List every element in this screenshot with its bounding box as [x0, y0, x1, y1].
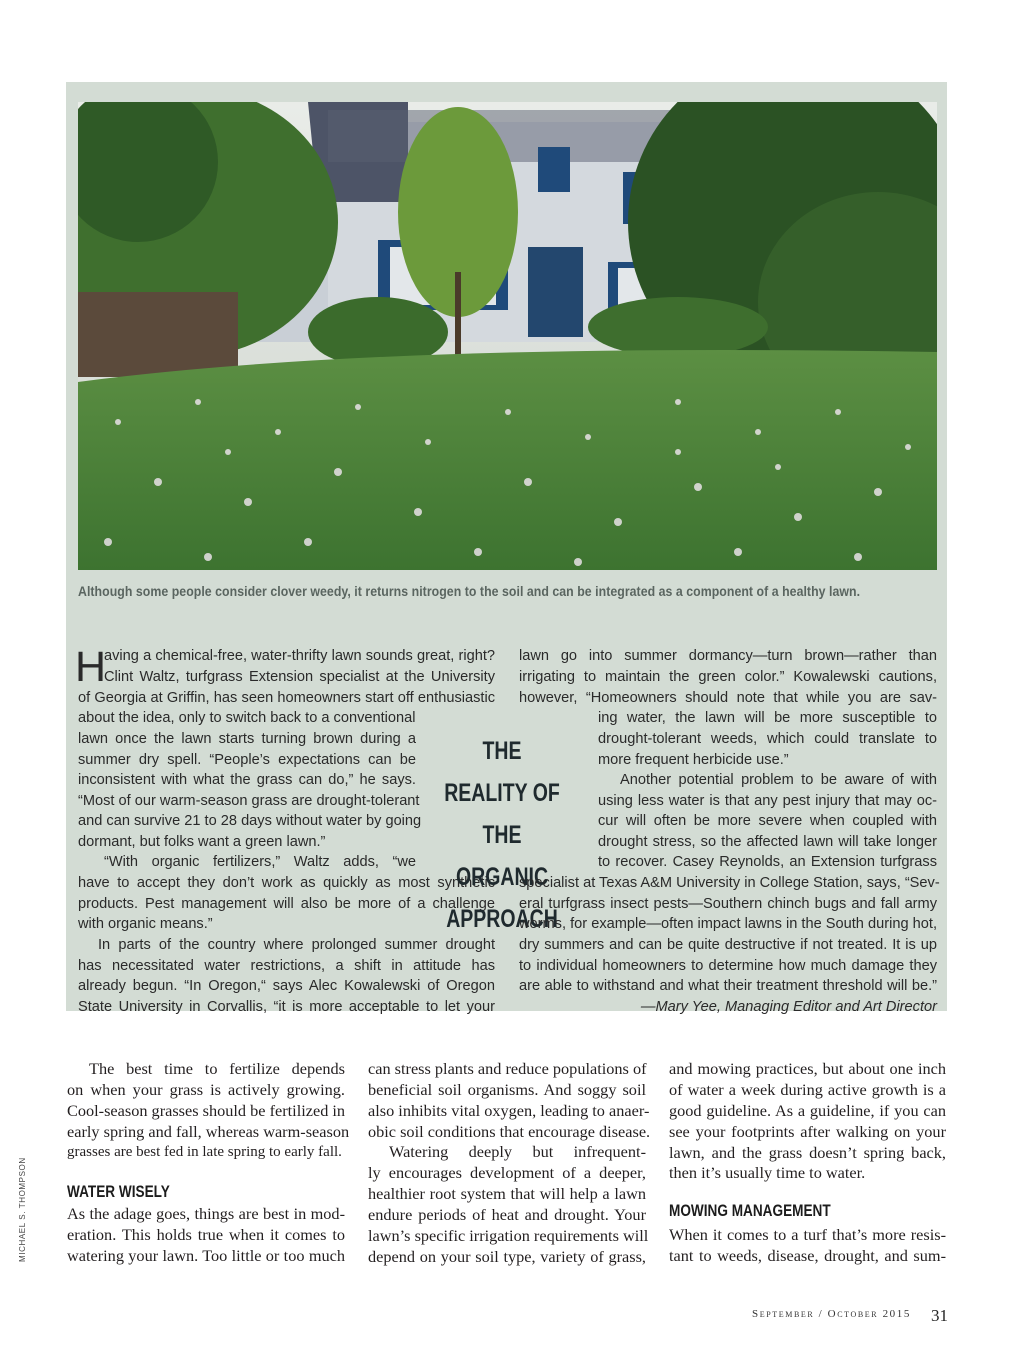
drop-cap: H — [75, 643, 107, 691]
sidebar-line: lawn once the lawn starts turning brown during a — [78, 731, 416, 747]
sidebar-line: dry summers and can be quite destructive if not treated. It is up — [519, 937, 937, 953]
sidebar-line: drought stress, so the affected lawn will take longer — [598, 834, 937, 850]
sidebar-line: have to accept they don’t work as quickly as most synthetic — [78, 875, 495, 891]
sidebar-line: and can survive 21 to 28 days without water by going — [78, 813, 422, 829]
sidebar-line: Another potential problem to be aware of with — [620, 772, 937, 788]
sidebar-line: cur will often be more severe when coupled with — [598, 813, 937, 829]
page-number: 31 — [931, 1306, 948, 1325]
sidebar-title-line: THE REALITY OF — [444, 737, 560, 807]
sidebar-line: Clint Waltz, turfgrass Extension specialist at the University — [104, 669, 495, 685]
body-line: early spring and fall, whereas warm-season — [67, 1122, 350, 1141]
sidebar-line: to recover. Casey Reynolds, an Extension turfgrass — [598, 854, 937, 870]
sidebar-line: to individual homeowners to determine how much damage they — [519, 958, 937, 974]
photo-credit: MICHAEL S. THOMPSON — [18, 1157, 27, 1262]
sidebar-line: State University in Corvallis, “it is more acceptable to let your — [78, 999, 495, 1015]
sidebar-line: aving a chemical-free, water-thrifty lawn sounds great, right? — [104, 648, 495, 664]
body-line: Watering deeply but infrequent- — [389, 1142, 646, 1161]
sidebar-line: eral turfgrass insect pests—Southern chinch bugs and fall army — [519, 896, 937, 912]
sidebar-line: specialist at Texas A&M University in College Station, says, “Sev- — [519, 875, 940, 891]
body-line: and mowing practices, but about one inch — [669, 1059, 946, 1078]
sidebar-line: using less water is that any pest injury that may oc- — [598, 793, 937, 809]
body-line: beneficial soil organisms. And soggy soil — [368, 1080, 646, 1099]
body-line: lawn’s specific irrigation requirements will — [368, 1226, 649, 1245]
body-line: obic soil conditions that encourage disease. — [368, 1122, 651, 1141]
sidebar-line: lawn go into summer dormancy—turn brown—rather than — [519, 648, 937, 664]
sidebar-line: drought-tolerant weeds, which could translate to — [598, 731, 937, 747]
body-line: watering your lawn. Too little or too much — [67, 1246, 345, 1265]
body-line: As the adage goes, things are best in mod- — [67, 1204, 345, 1223]
body-line: on when your grass is actively growing. — [67, 1080, 345, 1099]
body-line: grasses are best fed in late spring to early fall. — [67, 1144, 342, 1160]
sidebar-line: “Most of our warm-season grass are drought-tolerant — [78, 793, 420, 809]
sidebar-line: however, “Homeowners should note that while you are sav- — [519, 690, 937, 706]
body-line: good guideline. As a guideline, if you can — [669, 1101, 946, 1120]
body-line: of water a week during active growth is a — [669, 1080, 946, 1099]
issue-folio: September / October 2015 — [752, 1308, 911, 1320]
sidebar-line: are able to withstand and what their treatment threshold will be.” — [519, 978, 937, 994]
body-line: endure periods of heat and drought. Your — [368, 1205, 646, 1224]
body-line: eration. This holds true when it comes to — [67, 1225, 345, 1244]
sidebar-line: with organic means.” — [78, 916, 213, 932]
lawn-photo — [78, 102, 937, 570]
sidebar-byline: —Mary Yee, Managing Editor and Art Director — [640, 999, 937, 1015]
body-line: then it’s usually time to water. — [669, 1163, 866, 1182]
sidebar-line: “With organic fertilizers,” Waltz adds, “we — [104, 854, 416, 870]
body-line: ly encourages development of a deeper, — [368, 1163, 646, 1182]
body-line: Cool-season grasses should be fertilized in — [67, 1101, 346, 1120]
sidebar-line: irrigating to maintain the green color.” Kowalewski cautions, — [519, 669, 937, 685]
body-line: lawn, and the grass doesn’t spring back, — [669, 1143, 946, 1162]
body-line: The best time to fertilize depends — [89, 1059, 345, 1078]
body-line: tant to weeds, disease, drought, and sum- — [669, 1246, 946, 1265]
house-lawn-illustration — [78, 102, 937, 570]
subhead-water-wisely: WATER WISELY — [67, 1182, 170, 1201]
sidebar-line: of Georgia at Griffin, has seen homeowners start off enthusiastic — [78, 690, 495, 706]
sidebar-line: dormant, but folks want a green lawn.” — [78, 834, 326, 850]
body-line: healthier root system that will help a lawn — [368, 1184, 646, 1203]
sidebar-line: worms, for example—often impact lawns in the South during hot, — [519, 916, 937, 932]
photo-caption: Although some people consider clover weedy, it returns nitrogen to the soil and can be integrated as a component of a healthy lawn. — [78, 584, 861, 599]
sidebar-line: summer dry spell. “People’s expectations can be — [78, 752, 416, 768]
body-line: When it comes to a turf that’s more resis- — [669, 1225, 946, 1244]
body-line: see your footprints after walking on your — [669, 1122, 946, 1141]
sidebar-title-line: APPROACH — [446, 905, 558, 933]
sidebar-line: more frequent herbicide use.” — [598, 752, 789, 768]
body-line: can stress plants and reduce populations of — [368, 1059, 647, 1078]
body-line: depend on your soil type, variety of grass, — [368, 1247, 646, 1266]
sidebar-line: products. Pest management will also be more of a challenge — [78, 896, 495, 912]
sidebar-line: about the idea, only to switch back to a conventional — [78, 710, 416, 726]
body-line: also inhibits vital oxygen, leading to anaer- — [368, 1101, 650, 1120]
sidebar-line: ing water, the lawn will be more susceptible to — [598, 710, 937, 726]
sidebar-line: has necessitated water restrictions, a shift in attitude has — [78, 958, 495, 974]
sidebar-line: In parts of the country where prolonged summer drought — [98, 937, 495, 953]
subhead-mowing-management: MOWING MANAGEMENT — [669, 1201, 831, 1220]
sidebar-line: inconsistent with what the grass can do,” he says. — [78, 772, 416, 788]
sidebar-line: already begun. “In Oregon,“ says Alec Kowalewski of Oregon — [78, 978, 495, 994]
sidebar-title-line: THE ORGANIC — [455, 821, 549, 891]
